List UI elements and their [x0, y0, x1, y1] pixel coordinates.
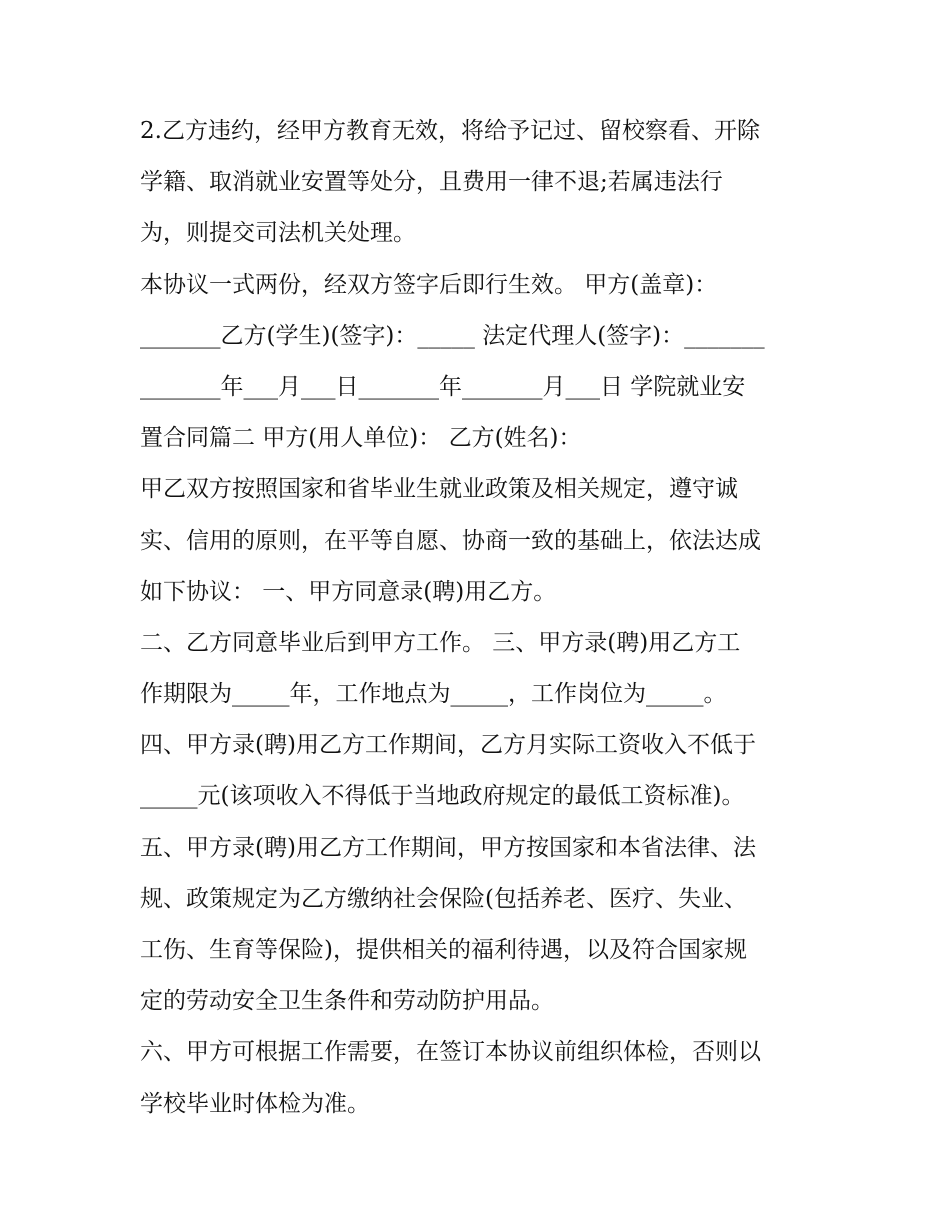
text-line: 甲乙双方按照国家和省毕业生就业政策及相关规定，遵守诚: [140, 476, 738, 503]
section-heading-line: 置合同篇二 甲方(用人单位)： 乙方(姓名)：: [140, 425, 582, 452]
text-line: 四、甲方录(聘)用乙方工作期间，乙方月实际工资收入不低于: [140, 732, 756, 759]
text-line: 为，则提交司法机关处理。: [140, 220, 416, 247]
text-line: 五、甲方录(聘)用乙方工作期间，甲方按国家和本省法律、法: [140, 834, 756, 861]
text-line: 二、乙方同意毕业后到甲方工作。 三、甲方录(聘)用乙方工: [140, 629, 741, 656]
text-line: 学校毕业时体检为准。: [140, 1090, 370, 1117]
signature-line: _______乙方(学生)(签字)：_____ 法定代理人(签字)：_______: [140, 322, 765, 349]
text-line: 定的劳动安全卫生条件和劳动防护用品。: [140, 988, 554, 1015]
text-line: 作期限为_____年，工作地点为_____，工作岗位为_____。: [140, 681, 727, 708]
document-body: [140, 106, 830, 1130]
date-line: _______年___月___日_______年_______月___日 学院就业安: [140, 373, 746, 400]
text-line: 工伤、生育等保险)，提供相关的福利待遇，以及符合国家规: [140, 937, 747, 963]
text-line: 学籍、取消就业安置等处分，且费用一律不退;若属违法行: [140, 169, 723, 196]
text-line: 2.乙方违约，经甲方教育无效，将给予记过、留校察看、开除: [140, 118, 760, 144]
text-line: 六、甲方可根据工作需要，在签订本协议前组织体检，否则以: [140, 1039, 761, 1066]
text-line: 本协议一式两份，经双方签字后即行生效。 甲方(盖章)：: [140, 271, 718, 298]
text-line: 如下协议： 一、甲方同意录(聘)用乙方。: [140, 578, 557, 605]
text-line: _____元(该项收入不得低于当地政府规定的最低工资标准)。: [140, 783, 745, 810]
text-line: 规、政策规定为乙方缴纳社会保险(包括养老、医疗、失业、: [140, 885, 747, 912]
text-line: 实、信用的原则，在平等自愿、协商一致的基础上，依法达成: [140, 527, 761, 554]
